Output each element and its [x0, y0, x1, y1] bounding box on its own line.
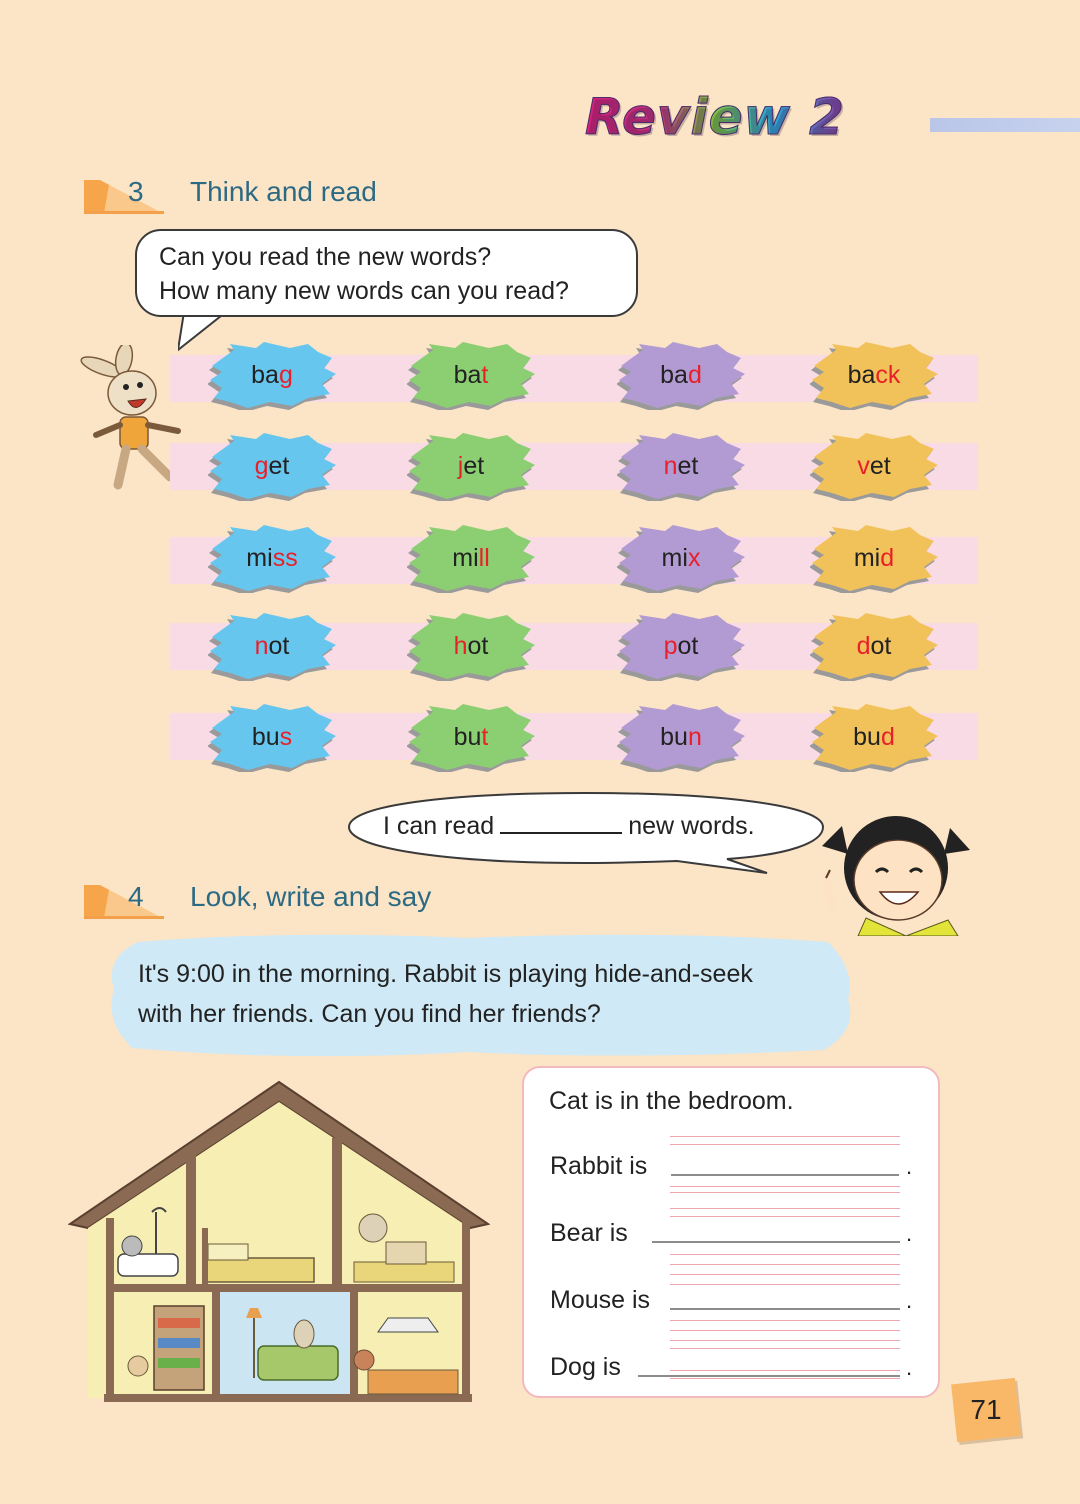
answer-before: I can read [383, 812, 495, 840]
section-tab-icon [84, 180, 164, 214]
section-tab-icon [84, 885, 164, 919]
word-text [208, 340, 336, 410]
word-highlight: j [457, 451, 464, 480]
word-text [617, 523, 745, 593]
word-highlight: g [254, 451, 269, 480]
word-text [617, 702, 745, 772]
word-text [407, 431, 535, 501]
word-tile [208, 702, 336, 772]
word-text [617, 340, 745, 410]
word-part: mi [246, 543, 273, 572]
word-text [208, 523, 336, 593]
word-tile [810, 702, 938, 772]
word-highlight: ss [272, 543, 298, 572]
word-highlight: d [687, 360, 702, 389]
word-tile [208, 340, 336, 410]
word-text [617, 611, 745, 681]
word-tile [617, 523, 745, 593]
review-title: Review 2 [585, 88, 845, 146]
word-text [617, 431, 745, 501]
section-underline [84, 916, 164, 919]
word-part: ba [847, 360, 876, 389]
word-tile [810, 611, 938, 681]
word-tile [810, 431, 938, 501]
word-tile [208, 431, 336, 501]
period: . [906, 1221, 913, 1246]
guide-line [670, 1208, 900, 1209]
word-tile [810, 523, 938, 593]
word-tile [617, 340, 745, 410]
period: . [906, 1154, 913, 1179]
word-text [810, 340, 938, 410]
section-underline [84, 211, 164, 214]
word-part: et [869, 451, 891, 480]
word-highlight: d [880, 722, 895, 751]
word-tile [617, 702, 745, 772]
question-line-2: How many new words can you read? [159, 277, 569, 305]
answer-card [522, 1066, 940, 1398]
word-text [810, 611, 938, 681]
word-tile [617, 611, 745, 681]
guide-line [670, 1320, 900, 1321]
answer-line[interactable] [670, 1308, 900, 1310]
guide-line [670, 1136, 900, 1137]
period: . [906, 1288, 913, 1313]
guide-line [670, 1348, 900, 1349]
guide-line [670, 1216, 900, 1217]
answer-line[interactable] [638, 1375, 900, 1377]
card-example: Cat is in the bedroom. [549, 1087, 794, 1115]
card-prompt: Rabbit is [550, 1152, 648, 1180]
word-tile [407, 340, 535, 410]
guide-line [670, 1370, 900, 1371]
word-highlight: v [857, 451, 870, 480]
word-part: et [463, 451, 485, 480]
section-4-number: 4 [128, 881, 144, 912]
word-part: et [268, 451, 290, 480]
word-part: bu [660, 722, 688, 751]
answer-line[interactable] [671, 1174, 899, 1176]
guide-line [670, 1254, 900, 1255]
guide-line [670, 1284, 900, 1285]
word-highlight: t [481, 360, 489, 389]
answer-after: new words. [628, 812, 755, 840]
word-part: mi [452, 543, 479, 572]
word-part: ot [870, 631, 892, 660]
word-part: bu [453, 722, 482, 751]
word-highlight: s [279, 722, 293, 751]
guide-line [670, 1330, 900, 1331]
word-text [208, 611, 336, 681]
word-tile [407, 611, 535, 681]
question-line-1: Can you read the new words? [159, 243, 492, 271]
period: . [906, 1355, 913, 1380]
intro-line-1: It's 9:00 in the morning. Rabbit is playing hide-and-seek [138, 960, 753, 988]
word-part: ot [268, 631, 290, 660]
word-part: ba [660, 360, 688, 389]
guide-line [670, 1192, 900, 1193]
word-part: et [677, 451, 699, 480]
guide-line [670, 1264, 900, 1265]
word-tile [208, 611, 336, 681]
card-prompt: Mouse is [550, 1286, 651, 1314]
word-highlight: h [453, 631, 468, 660]
guide-line [670, 1378, 900, 1379]
word-tile [810, 340, 938, 410]
answer-blank[interactable] [500, 812, 622, 834]
guide-line [670, 1186, 900, 1187]
guide-line [670, 1274, 900, 1275]
word-text [407, 523, 535, 593]
house-illustration [68, 1078, 490, 1404]
word-text [407, 702, 535, 772]
word-tile [617, 431, 745, 501]
word-text [407, 340, 535, 410]
section-4-title: Look, write and say [190, 881, 432, 912]
word-highlight: d [880, 543, 895, 572]
answer-bubble-text [383, 812, 755, 841]
cloud-shape [108, 930, 856, 1058]
word-tile [208, 523, 336, 593]
word-tile [407, 702, 535, 772]
section-3-number: 3 [128, 176, 144, 207]
word-part: bu [853, 722, 881, 751]
word-part: bu [251, 722, 280, 751]
word-part: mi [853, 543, 881, 572]
word-part: ot [677, 631, 699, 660]
word-highlight: n [254, 631, 269, 660]
word-highlight: t [481, 722, 489, 751]
word-text [810, 431, 938, 501]
word-highlight: d [856, 631, 871, 660]
word-part: mi [661, 543, 688, 572]
word-text [208, 431, 336, 501]
word-highlight: p [663, 631, 678, 660]
word-text [208, 702, 336, 772]
header-stripe [930, 118, 1080, 132]
answer-bubble [347, 791, 824, 863]
word-tile [407, 523, 535, 593]
word-text [810, 702, 938, 772]
word-tile [407, 431, 535, 501]
word-text [407, 611, 535, 681]
question-bubble [135, 229, 638, 317]
page-number: 71 [970, 1394, 1002, 1425]
section-3-title: Think and read [190, 176, 377, 207]
card-prompt: Bear is [550, 1219, 628, 1247]
word-highlight: x [687, 543, 701, 572]
answer-line[interactable] [652, 1241, 900, 1243]
word-highlight: g [278, 360, 293, 389]
word-highlight: ll [478, 543, 490, 572]
intro-cloud [108, 930, 856, 1058]
intro-line-2: with her friends. Can you find her friends? [138, 1000, 601, 1028]
guide-line [670, 1340, 900, 1341]
word-text [810, 523, 938, 593]
word-part: ba [453, 360, 482, 389]
word-highlight: ck [875, 360, 901, 389]
guide-line [670, 1144, 900, 1145]
word-highlight: n [687, 722, 702, 751]
page-number-tag [951, 1378, 1021, 1442]
girl-illustration [818, 806, 974, 936]
word-part: ot [467, 631, 489, 660]
word-part: ba [251, 360, 279, 389]
card-prompt: Dog is [550, 1353, 621, 1381]
word-highlight: n [663, 451, 678, 480]
